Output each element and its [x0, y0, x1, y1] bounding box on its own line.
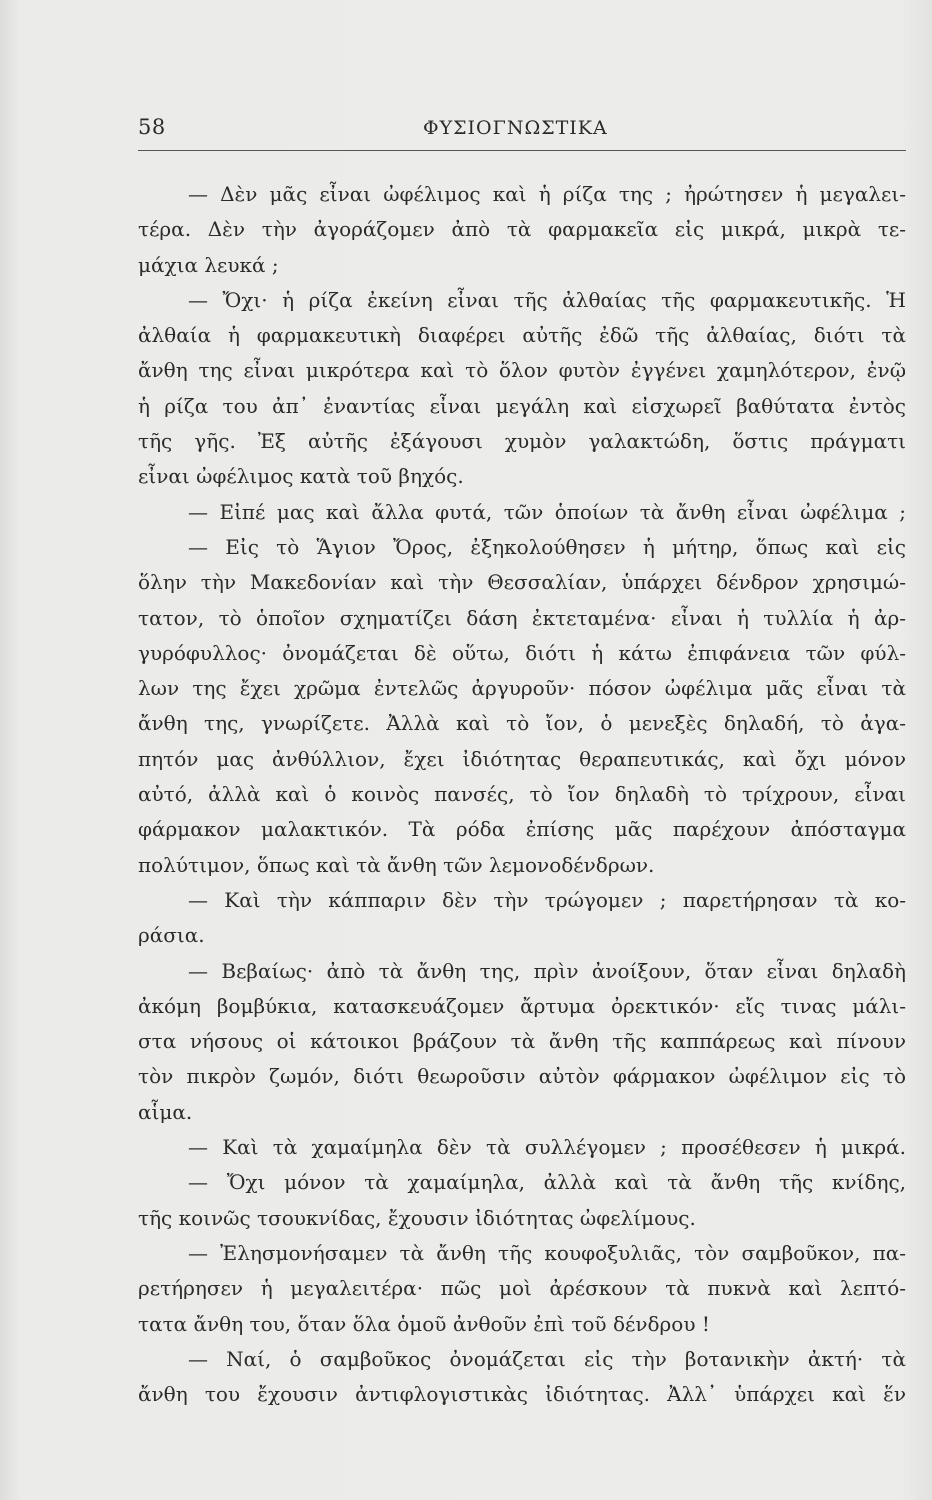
text-line: ἀκόμη βομβύκια, κατασκευάζομεν ἄρτυμα ὀρεκτικόν· εἴς τινας μάλι-: [138, 993, 906, 1018]
text-line: — Δὲν μᾶς εἶναι ὠφέλιμος καὶ ἡ ρίζα της ; ἠρώτησεν ἡ μεγαλει-: [188, 182, 906, 206]
header-rule: [138, 150, 906, 151]
text-line: εἶναι ὠφέλιμος κατὰ τοῦ βηχός.: [138, 464, 464, 489]
page-number: 58: [138, 115, 166, 139]
page-header: [138, 115, 906, 145]
text-line: — Ναί, ὁ σαμβοῦκος ὀνομάζεται εἰς τὴν βοτανικὴν ἀκτή· τὰ: [188, 1346, 906, 1371]
text-line: ἄνθη του ἔχουσιν ἀντιφλογιστικὰς ἰδιότητας. Ἀλλ᾽ ὑπάρχει καὶ ἕν: [138, 1382, 906, 1407]
text-line: ἀλθαία ἡ φαρμακευτικὴ διαφέρει αὐτῆς ἐδῶ τῆς ἀλθαίας, διότι τὰ: [138, 323, 906, 348]
text-line: τέρα. Δὲν τὴν ἀγοράζομεν ἀπὸ τὰ φαρμακεῖα εἰς μικρά, μικρὰ τε-: [138, 217, 906, 242]
text-line: τατον, τὸ ὁποῖον σχηματίζει δάση ἐκτεταμένα· εἶναι ἡ τυλλία ἡ ἀρ-: [138, 605, 906, 630]
text-line: λων της ἔχει χρῶμα ἐντελῶς ἀργυροῦν· πόσον ὠφέλιμα μᾶς εἶναι τὰ: [138, 676, 906, 701]
text-line: — Εἰς τὸ Ἅγιον Ὄρος, ἐξηκολούθησεν ἡ μήτηρ, ὅπως καὶ εἰς: [188, 534, 906, 559]
text-line: ρετήρησεν ἡ μεγαλειτέρα· πῶς μοὶ ἀρέσκουν τὰ πυκνὰ καὶ λεπτό-: [138, 1276, 906, 1301]
text-line: — Εἰπέ μας καὶ ἄλλα φυτά, τῶν ὁποίων τὰ ἄνθη εἶναι ὠφέλιμα ;: [188, 499, 906, 524]
text-line: ἡ ρίζα του ἀπ᾽ ἐναντίας εἶναι μεγάλη καὶ εἰσχωρεῖ βαθύτατα ἐντὸς: [138, 393, 906, 418]
text-line: στα νήσους οἱ κάτοικοι βράζουν τὰ ἄνθη τῆς καππάρεως καὶ πίνουν: [138, 1029, 906, 1054]
text-line: πητόν μας ἀνθύλλιον, ἔχει ἰδιότητας θεραπευτικάς, καὶ ὄχι μόνον: [138, 746, 906, 771]
text-line: — Ἐλησμονήσαμεν τὰ ἄνθη τῆς κουφοξυλιᾶς, τὸν σαμβοῦκον, πα-: [188, 1240, 906, 1265]
text-line: τῆς γῆς. Ἐξ αὐτῆς ἐξάγουσι χυμὸν γαλακτώδη, ὅστις πράγματι: [138, 429, 906, 454]
text-line: αὐτό, ἀλλὰ καὶ ὁ κοινὸς πανσές, τὸ ἴον δηλαδὴ τὸ τρίχρουν, εἶναι: [138, 782, 906, 807]
text-line: — Καὶ τὴν κάππαριν δὲν τὴν τρώγομεν ; παρετήρησαν τὰ κο-: [188, 887, 906, 912]
text-line: φάρμακον μαλακτικόν. Τὰ ρόδα ἐπίσης μᾶς παρέχουν ἀπόσταγμα: [138, 817, 906, 842]
text-line: — Βεβαίως· ἀπὸ τὰ ἄνθη της, πρὶν ἀνοίξουν, ὅταν εἶναι δηλαδὴ: [188, 958, 906, 983]
text-line: — Ὄχι μόνον τὰ χαμαίμηλα, ἀλλὰ καὶ τὰ ἄνθη τῆς κνίδης,: [188, 1170, 906, 1195]
text-line: τῆς κοινῶς τσουκνίδας, ἔχουσιν ἰδιότητας ὠφελίμους.: [138, 1205, 696, 1230]
text-line: αἷμα.: [138, 1099, 193, 1124]
text-line: τὸν πικρὸν ζωμόν, διότι θεωροῦσιν αὐτὸν φάρμακον ὠφέλιμον εἰς τὸ: [138, 1064, 906, 1089]
text-line: ὅλην τὴν Μακεδονίαν καὶ τὴν Θεσσαλίαν, ὑπάρχει δένδρον χρησιμώ-: [138, 570, 906, 595]
text-line: πολύτιμον, ὅπως καὶ τὰ ἄνθη τῶν λεμονοδένδρων.: [138, 852, 655, 877]
running-title: ΦΥΣΙΟΓΝΩΣΤΙΚΑ: [423, 117, 608, 139]
text-line: ράσια.: [138, 923, 205, 948]
body-text: [138, 177, 906, 1412]
text-line: γυρόφυλλος· ὀνομάζεται δὲ οὕτω, διότι ἡ κάτω ἐπιφάνεια τῶν φύλ-: [138, 640, 906, 665]
text-line: μάχια λευκά ;: [138, 252, 279, 277]
text-line: — Ὄχι· ἡ ρίζα ἐκείνη εἶναι τῆς ἀλθαίας τῆς φαρμακευτικῆς. Ἡ: [188, 287, 906, 312]
text-line: ἄνθη της, γνωρίζετε. Ἀλλὰ καὶ τὸ ἴον, ὁ μενεξὲς δηλαδή, τὸ ἀγα-: [138, 711, 906, 736]
text-line: ἄνθη της εἶναι μικρότερα καὶ τὸ ὅλον φυτὸν ἐγγένει χαμηλότερον, ἐνῷ: [138, 358, 906, 383]
text-line: τατα ἄνθη του, ὅταν ὅλα ὁμοῦ ἀνθοῦν ἐπὶ τοῦ δένδρου !: [138, 1311, 710, 1336]
text-line: — Καὶ τὰ χαμαίμηλα δὲν τὰ συλλέγομεν ; προσέθεσεν ἡ μικρά.: [188, 1135, 906, 1160]
